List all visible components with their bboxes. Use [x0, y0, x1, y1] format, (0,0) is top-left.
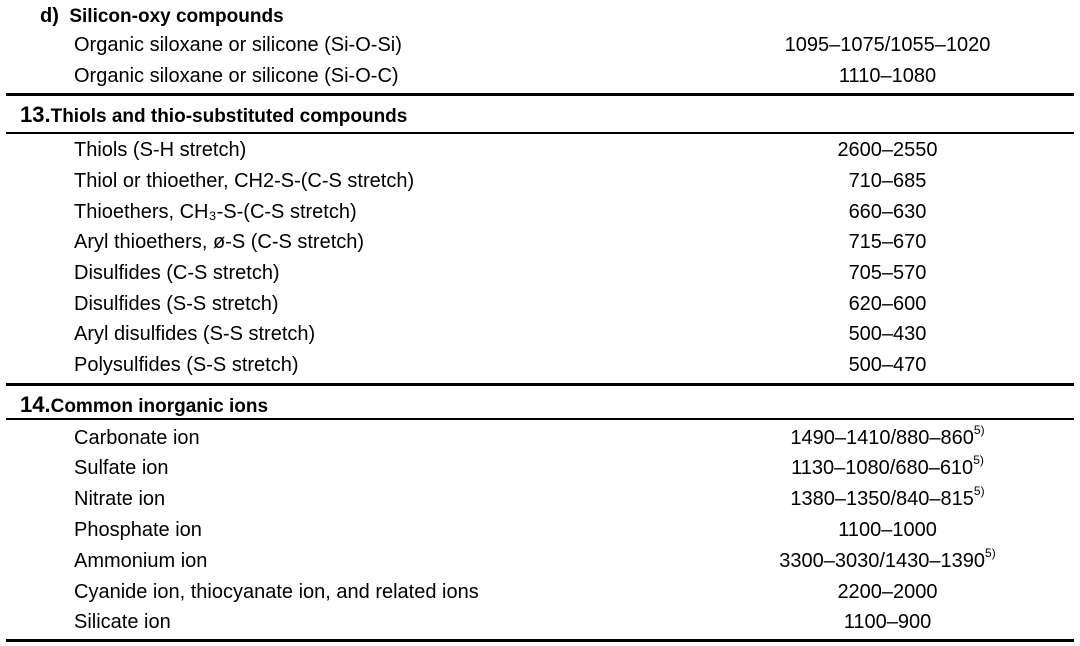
footnote-ref: 5) — [973, 453, 984, 468]
row-value: 1095–1075/1055–1020 — [784, 34, 991, 56]
table-row — [0, 319, 1080, 350]
row-label: Thioethers, CH₃-S-(C-S stretch) — [74, 201, 357, 223]
section-number: 13. — [20, 102, 51, 127]
row-value: 1110–1080 — [838, 65, 937, 87]
heading-underline — [6, 132, 1074, 134]
footnote-ref: 5) — [985, 546, 996, 561]
row-value: 1100–900 — [843, 611, 932, 633]
row-label: Disulfides (C-S stretch) — [74, 262, 280, 284]
table-row — [0, 289, 1080, 320]
row-value: 715–670 — [848, 231, 927, 253]
section-number: 14. — [20, 392, 51, 417]
table-row — [0, 135, 1080, 166]
table-row — [0, 607, 1080, 638]
table-bottom-rule — [6, 639, 1074, 642]
row-value — [655, 484, 1080, 515]
table-row — [0, 515, 1080, 546]
row-label: Ammonium ion — [74, 550, 208, 572]
table-row — [0, 258, 1080, 289]
section-number: d) — [40, 5, 59, 27]
row-value: 500–470 — [848, 354, 927, 376]
row-value — [655, 423, 1080, 454]
section-title: Silicon-oxy compounds — [69, 6, 284, 27]
value-text: 1490–1410/880–860 — [790, 427, 974, 449]
row-value: 710–685 — [848, 170, 927, 192]
table-row — [0, 30, 1080, 61]
value-text: 1380–1350/840–815 — [790, 488, 974, 510]
value-text: 3300–3030/1430–1390 — [779, 550, 986, 572]
row-label: Carbonate ion — [74, 427, 200, 449]
row-value: 620–600 — [848, 293, 927, 315]
row-label: Organic siloxane or silicone (Si-O-C) — [74, 65, 399, 87]
row-label: Phosphate ion — [74, 519, 202, 541]
table-row — [0, 350, 1080, 381]
row-value: 660–630 — [848, 201, 927, 223]
row-value: 500–430 — [848, 323, 927, 345]
section-divider — [6, 383, 1074, 386]
table-row — [0, 61, 1080, 92]
heading-underline — [6, 418, 1074, 420]
table-row — [0, 423, 1080, 454]
row-label: Cyanide ion, thiocyanate ion, and related ions — [74, 581, 479, 603]
value-text: 1130–1080/680–610 — [791, 457, 974, 479]
section-heading-silicon-oxy — [40, 3, 284, 31]
row-label: Thiol or thioether, CH2-S-(C-S stretch) — [74, 170, 415, 192]
row-label: Aryl disulfides (S-S stretch) — [74, 323, 316, 345]
table-row — [0, 166, 1080, 197]
row-value: 2600–2550 — [837, 139, 938, 161]
row-value: 1100–1000 — [838, 519, 937, 541]
footnote-ref: 5) — [973, 484, 985, 499]
row-label: Disulfides (S-S stretch) — [74, 293, 279, 315]
row-label: Nitrate ion — [74, 488, 166, 510]
table-row — [0, 227, 1080, 258]
section-title: Common inorganic ions — [50, 396, 269, 417]
table-row — [0, 546, 1080, 577]
table-row — [0, 577, 1080, 608]
section-title: Thiols and thio-substituted compounds — [50, 106, 408, 127]
row-value — [655, 546, 1080, 577]
row-label: Thiols (S-H stretch) — [74, 139, 247, 161]
row-label: Polysulfides (S-S stretch) — [74, 354, 299, 376]
row-label: Sulfate ion — [74, 457, 169, 479]
table-row — [0, 197, 1080, 228]
row-label: Organic siloxane or silicone (Si-O-Si) — [74, 34, 402, 56]
row-label: Aryl thioethers, ø-S (C-S stretch) — [74, 231, 365, 253]
table-row — [0, 484, 1080, 515]
table-row — [0, 453, 1080, 484]
row-value: 705–570 — [848, 262, 927, 284]
section-divider — [6, 93, 1074, 96]
row-value: 2200–2000 — [837, 581, 938, 603]
row-value — [655, 453, 1080, 484]
row-label: Silicate ion — [74, 611, 171, 633]
footnote-ref: 5) — [973, 423, 985, 438]
section-heading-thiols — [20, 100, 407, 133]
